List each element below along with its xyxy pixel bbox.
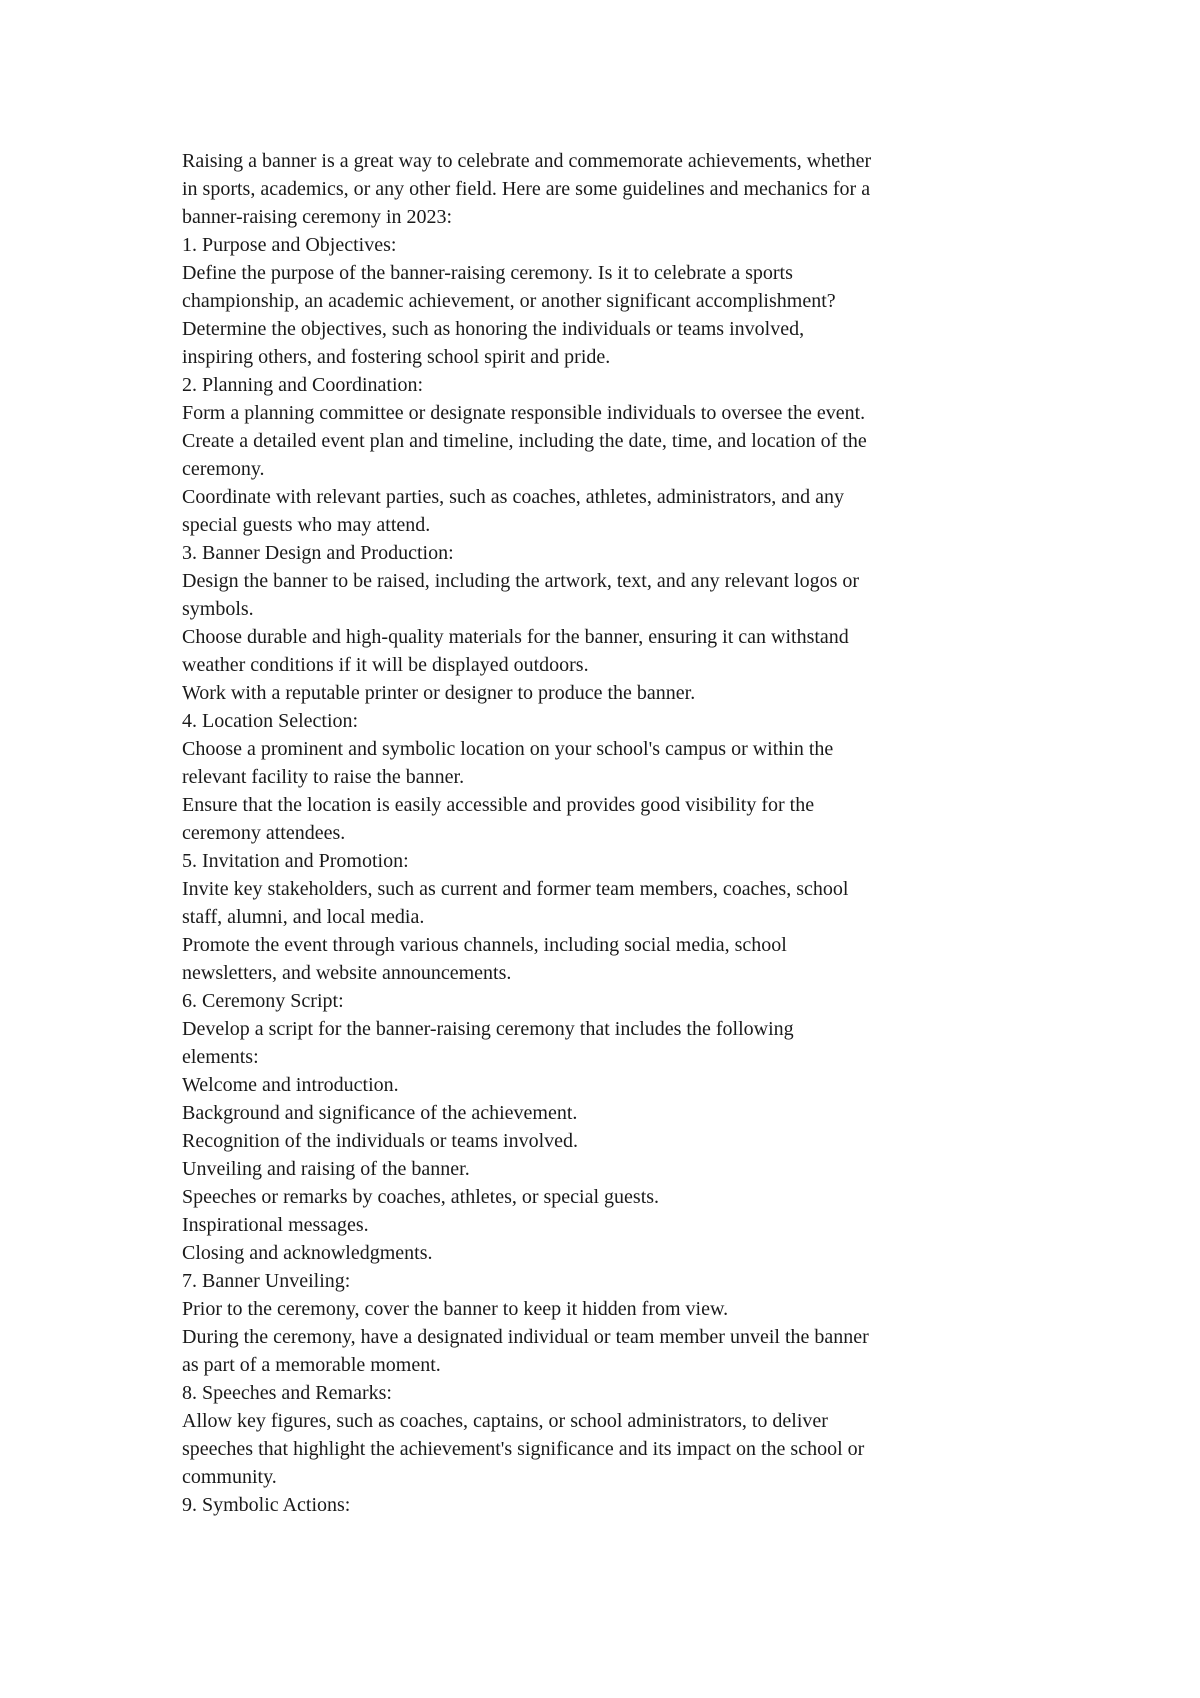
document-line: Speeches or remarks by coaches, athletes, or special guests. [182, 1186, 660, 1208]
document-line: 5. Invitation and Promotion: [182, 850, 409, 872]
document-line: Create a detailed event plan and timeline, including the date, time, and location of the [182, 430, 867, 452]
document-body [182, 147, 1042, 1519]
document-line: 1. Purpose and Objectives: [182, 234, 397, 256]
document-line: Closing and acknowledgments. [182, 1242, 433, 1264]
document-line: Choose durable and high-quality materials for the banner, ensuring it can withstand [182, 626, 849, 648]
document-line: Welcome and introduction. [182, 1074, 399, 1096]
document-line: During the ceremony, have a designated individual or team member unveil the banner [182, 1326, 869, 1348]
document-line: 6. Ceremony Script: [182, 990, 344, 1012]
document-line: 9. Symbolic Actions: [182, 1494, 351, 1516]
document-line: relevant facility to raise the banner. [182, 766, 465, 788]
document-line: Background and significance of the achievement. [182, 1102, 578, 1124]
document-line: elements: [182, 1046, 259, 1068]
document-line: weather conditions if it will be displayed outdoors. [182, 654, 589, 676]
document-line: 2. Planning and Coordination: [182, 374, 424, 396]
document-line: Coordinate with relevant parties, such as coaches, athletes, administrators, and any [182, 486, 845, 508]
document-line: 8. Speeches and Remarks: [182, 1382, 392, 1404]
document-line: Recognition of the individuals or teams involved. [182, 1130, 579, 1152]
document-line: championship, an academic achievement, or another significant accomplishment? [182, 290, 836, 312]
document-line: Choose a prominent and symbolic location on your school's campus or within the [182, 738, 834, 760]
document-line: Work with a reputable printer or designer to produce the banner. [182, 682, 696, 704]
document-line: Develop a script for the banner-raising ceremony that includes the following [182, 1018, 794, 1040]
document-line: newsletters, and website announcements. [182, 962, 512, 984]
document-line: in sports, academics, or any other field. Here are some guidelines and mechanics for a [182, 178, 871, 200]
document-line: ceremony attendees. [182, 822, 346, 844]
document-line: Promote the event through various channels, including social media, school [182, 934, 787, 956]
document-line: 4. Location Selection: [182, 710, 359, 732]
document-line: 3. Banner Design and Production: [182, 542, 454, 564]
document-line: banner-raising ceremony in 2023: [182, 206, 453, 228]
document-line: Prior to the ceremony, cover the banner to keep it hidden from view. [182, 1298, 729, 1320]
document-line: community. [182, 1466, 277, 1488]
document-line: Define the purpose of the banner-raising ceremony. Is it to celebrate a sports [182, 262, 793, 284]
document-line: Determine the objectives, such as honoring the individuals or teams involved, [182, 318, 805, 340]
document-line: Inspirational messages. [182, 1214, 369, 1236]
document-line: Form a planning committee or designate responsible individuals to oversee the event. [182, 402, 866, 424]
document-line: as part of a memorable moment. [182, 1354, 441, 1376]
document-line: special guests who may attend. [182, 514, 431, 536]
document-line: Design the banner to be raised, including the artwork, text, and any relevant logos or [182, 570, 860, 592]
document-line: Ensure that the location is easily accessible and provides good visibility for the [182, 794, 815, 816]
document-line: Raising a banner is a great way to celebrate and commemorate achievements, whether [182, 150, 872, 172]
document-line: 7. Banner Unveiling: [182, 1270, 351, 1292]
document-line: Allow key figures, such as coaches, captains, or school administrators, to deliver [182, 1410, 828, 1432]
document-line: symbols. [182, 598, 254, 620]
document-line: inspiring others, and fostering school spirit and pride. [182, 346, 611, 368]
document-line: speeches that highlight the achievement's significance and its impact on the school or [182, 1438, 865, 1460]
document-line: Unveiling and raising of the banner. [182, 1158, 470, 1180]
document-line: ceremony. [182, 458, 265, 480]
document-line: Invite key stakeholders, such as current and former team members, coaches, school [182, 878, 849, 900]
document-line: staff, alumni, and local media. [182, 906, 425, 928]
